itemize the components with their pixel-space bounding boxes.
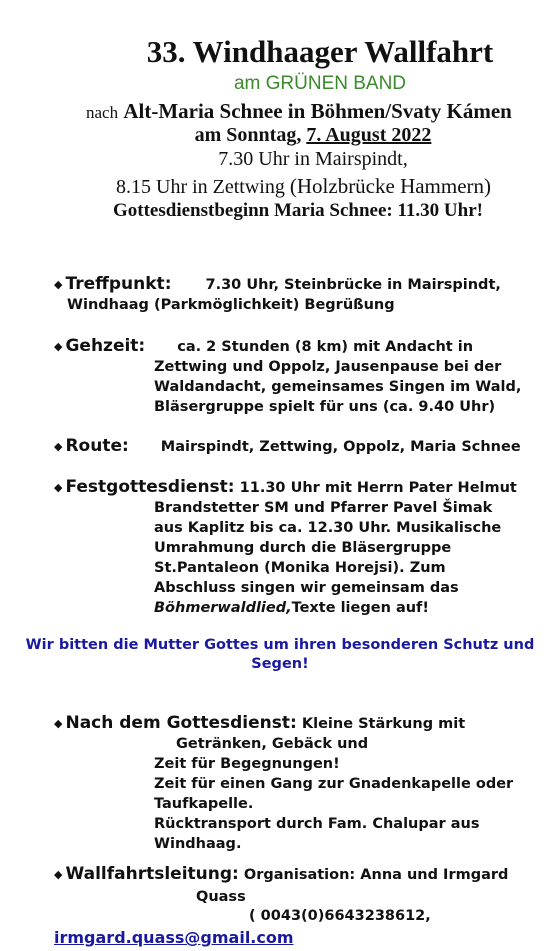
service-begin: Gottesdienstbeginn Maria Schnee: 11.30 Uhr! (113, 200, 483, 221)
bullet-icon: ◆ (54, 868, 63, 881)
bullet-icon: ◆ (54, 340, 63, 353)
nach-text-2: Getränken, Gebäck und (176, 736, 369, 752)
section-treffpunkt (54, 274, 501, 315)
gehzeit-text-4: Bläsergruppe spielt für uns (ca. 9.40 Uhr) (154, 399, 496, 415)
route-label: Route: (65, 436, 129, 456)
subtitle-green-band: am GRÜNEN BAND (233, 73, 407, 94)
treffpunkt-text: 7.30 Uhr, Steinbrücke in Mairspindt, (205, 277, 501, 293)
nach-text-6: Rücktransport durch Fam. Chalupar aus (154, 816, 480, 832)
festgottesdienst-text-7 (154, 598, 517, 618)
leitung-phone: ( 0043(0)6643238612, (249, 908, 431, 924)
leitung-text: Organisation: Anna und Irmgard (243, 867, 509, 883)
song-note: Texte liegen auf! (291, 600, 429, 616)
date-prefix: am Sonntag, (194, 124, 302, 146)
gehzeit-text: ca. 2 Stunden (8 km) mit Andacht in (177, 339, 474, 355)
date-value: 7. August 2022 (306, 124, 432, 146)
date-line (0, 124, 560, 147)
bullet-icon: ◆ (54, 481, 63, 494)
section-route (54, 436, 521, 457)
start-time-mairspindt: 7.30 Uhr in Mairspindt, (218, 148, 408, 170)
treffpunkt-text-2: Windhaag (Parkmöglichkeit) Begrüßung (67, 297, 395, 313)
email-link[interactable]: irmgard.quass@gmail.com (54, 928, 294, 947)
section-nach-dem-gottesdienst (54, 713, 513, 854)
leitung-label: Wallfahrtsleitung: (65, 864, 239, 884)
gehzeit-text-2: Zettwing und Oppolz, Jausenpause bei der (154, 359, 502, 375)
route-text: Mairspindt, Zettwing, Oppolz, Maria Schnee (160, 439, 521, 455)
festgottesdienst-text-2: Brandstetter SM und Pfarrer Pavel Šimak (154, 500, 493, 516)
gehzeit-text-3: Waldandacht, gemeinsames Singen im Wald, (154, 379, 522, 395)
festgottesdienst-text-3: aus Kaplitz bis ca. 12.30 Uhr. Musikalische (154, 520, 502, 536)
nach-text: Kleine Stärkung mit (301, 716, 466, 732)
treffpunkt-label: Treffpunkt: (65, 274, 172, 294)
destination-line (86, 99, 512, 124)
zettwing-location: (Holzbrücke Hammern) (289, 174, 492, 198)
page-title: 33. Windhaager Wallfahrt (146, 34, 494, 69)
leitung-text-2: Quass (196, 889, 246, 905)
nach-text-5: Taufkapelle. (154, 796, 254, 812)
start-time-zettwing (116, 174, 491, 199)
bullet-icon: ◆ (54, 278, 63, 291)
festgottesdienst-label: Festgottesdienst: (65, 477, 235, 497)
festgottesdienst-text-6: Abschluss singen wir gemeinsam das (154, 580, 459, 596)
destination-name: Alt-Maria Schnee in Böhmen/Svaty Kámen (123, 99, 512, 123)
blessing-note-line-2: Segen! (251, 656, 309, 672)
nach-label: Nach dem Gottesdienst: (65, 713, 297, 733)
gehzeit-label: Gehzeit: (65, 336, 146, 356)
festgottesdienst-text: 11.30 Uhr mit Herrn Pater Helmut (239, 480, 517, 496)
song-title: Böhmerwaldlied, (154, 600, 292, 616)
destination-prefix: nach (86, 103, 119, 122)
festgottesdienst-text-5: St.Pantaleon (Monika Horejsi). Zum (154, 560, 446, 576)
nach-text-7: Windhaag. (154, 836, 242, 852)
section-wallfahrtsleitung (54, 863, 508, 908)
section-gehzeit (54, 336, 521, 417)
blessing-note-line-1: Wir bitten die Mutter Gottes um ihren besonderen Schutz und (25, 637, 535, 653)
bullet-icon: ◆ (54, 440, 63, 453)
bullet-icon: ◆ (54, 717, 63, 730)
nach-text-3: Zeit für Begegnungen! (154, 756, 340, 772)
blessing-note (0, 636, 560, 674)
festgottesdienst-text-4: Umrahmung durch die Bläsergruppe (154, 540, 452, 556)
nach-text-4: Zeit für einen Gang zur Gnadenkapelle oder (154, 776, 514, 792)
zettwing-time: 8.15 Uhr in Zettwing (116, 176, 285, 198)
section-festgottesdienst (54, 477, 517, 618)
